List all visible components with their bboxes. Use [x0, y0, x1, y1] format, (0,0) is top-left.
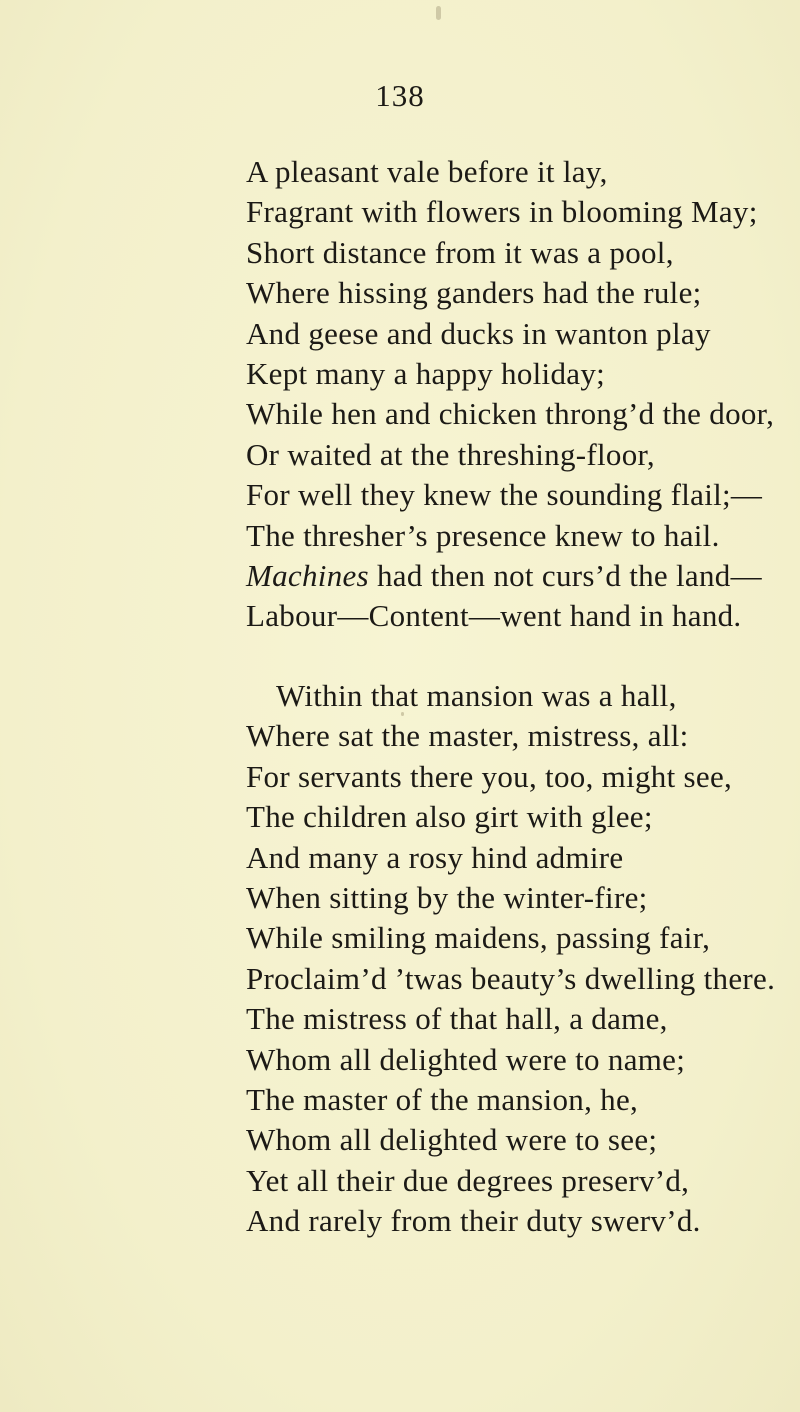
poem-line: Where sat the master, mistress, all: — [246, 718, 689, 754]
poem-line: Short distance from it was a pool, — [246, 234, 674, 270]
poem-line: Proclaim’d ’twas beauty’s dwelling there. — [246, 960, 776, 996]
poem-line: And geese and ducks in wanton play — [246, 315, 711, 351]
poem-line: Yet all their due degrees preserv’d, — [246, 1162, 690, 1198]
poem-line: For servants there you, too, might see, — [246, 758, 733, 794]
poem-line: The thresher’s presence knew to hail. — [246, 517, 720, 553]
poem-line: Labour—Content—went hand in hand. — [246, 598, 742, 634]
poem-line: While hen and chicken throng’d the door, — [246, 396, 775, 432]
poem-line: Or waited at the threshing-floor, — [246, 436, 655, 472]
italic-word: Machines — [246, 557, 369, 593]
poem-line: And many a rosy hind admire — [246, 839, 624, 875]
poem-line: Where hissing ganders had the rule; — [246, 275, 702, 311]
stanza-1 — [246, 152, 774, 637]
stanza-2 — [246, 676, 775, 1241]
poem-line: Within that mansion was a hall, — [276, 678, 677, 713]
poem-line: Whom all delighted were to see; — [246, 1122, 658, 1158]
poem-line: The master of the mansion, he, — [246, 1081, 639, 1117]
paper-speck — [436, 6, 441, 20]
poem-line-rest: had then not curs’d the land— — [376, 557, 762, 593]
poem-line: And rarely from their duty swerv’d. — [246, 1203, 701, 1239]
page-number: 138 — [375, 78, 425, 113]
poem-line: While smiling maidens, passing fair, — [246, 920, 711, 956]
poem-line: The children also girt with glee; — [246, 799, 653, 835]
poem-line: The mistress of that hall, a dame, — [246, 1001, 668, 1037]
poem-line: Kept many a happy holiday; — [246, 355, 606, 391]
poem-line: When sitting by the winter-fire; — [246, 879, 648, 915]
poem-line — [246, 556, 774, 596]
poem-line: For well they knew the sounding flail;— — [246, 477, 763, 513]
poem-line: A pleasant vale before it lay, — [246, 154, 608, 189]
poem-line: Whom all delighted were to name; — [246, 1041, 686, 1077]
poem-line: Fragrant with flowers in blooming May; — [246, 194, 758, 230]
